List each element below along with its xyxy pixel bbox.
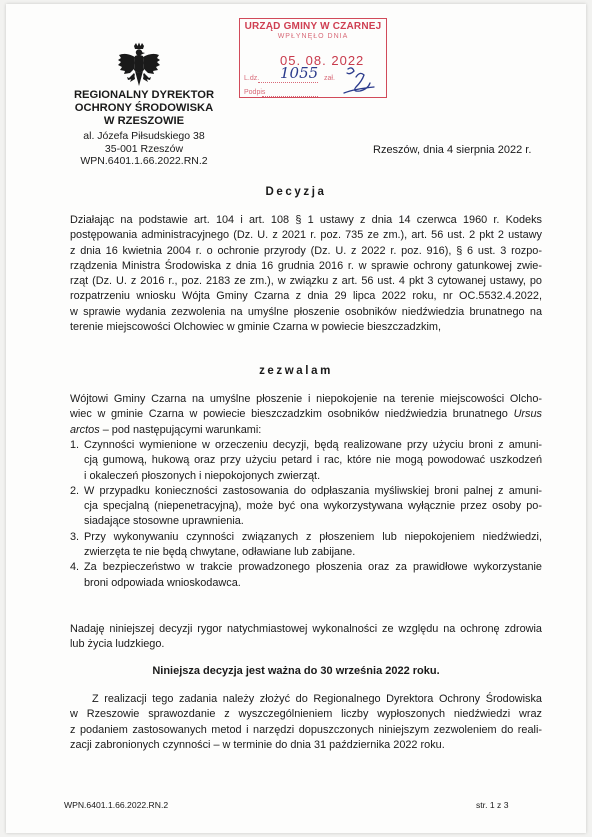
paragraph-line: Działając na podstawie art. 104 i art. 108 § 1 ustawy z dnia 14 czerwca 1960 r. Kodeks bbox=[70, 214, 542, 226]
paragraph-line: w sprawie wydania zezwolenia na umyślne płoszenie osobników niedźwiedzia brunatnego na bbox=[70, 305, 542, 318]
stamp-subtitle: WPŁYNĘŁO DNIA bbox=[277, 33, 349, 40]
stamp-signature-label: Podpis bbox=[244, 89, 266, 96]
issuer-address bbox=[64, 130, 224, 168]
conditions-list bbox=[70, 438, 542, 591]
list-line: Za bezpieczeństwo w trakcie prowadzonego płoszenia oraz za prawidłowe wykorzystanie bbox=[84, 561, 542, 574]
document-title: Decyzja bbox=[265, 186, 327, 198]
list-line: cja specjalną (niepenetracyjną), może być ona wykorzystywana wyłącznie przez osoby po- bbox=[84, 500, 542, 513]
species-name-cont: arctos bbox=[70, 423, 100, 436]
issuer-reference: WPN.6401.1.66.2022.RN.2 bbox=[80, 155, 208, 168]
paragraph-line: z podaniem zastosowanych metod i narzędzi dopuszczonych niniejszym zezwoleniem do reali- bbox=[70, 723, 542, 736]
stamp-number-label: L.dz. bbox=[244, 75, 260, 82]
list-line: Przy wykonywaniu czynności związanych z płoszeniem lub niepokojeniem niedźwiedzi, bbox=[84, 530, 542, 543]
list-item bbox=[70, 560, 542, 591]
report-paragraph bbox=[70, 692, 542, 753]
decision-heading: zezwalam bbox=[259, 365, 333, 377]
paragraph-line: zacji zabronionych czynności – w terminie do dnia 31 października 2022 roku. bbox=[70, 738, 445, 751]
list-line: W przypadku konieczności zastosowania do odpłaszania myśliwskiej broni palnej z amuni- bbox=[84, 484, 542, 497]
list-line: broni odpowiada wnioskodawca. bbox=[84, 576, 241, 589]
list-item bbox=[70, 438, 542, 484]
issuer-line-2: OCHRONY ŚRODOWISKA bbox=[74, 102, 214, 114]
handwritten-signature-icon bbox=[340, 65, 378, 97]
list-line: cją gumową, hukową oraz przy użyciu petard i rac, które nie mogą powodować uszkodzeń bbox=[84, 454, 542, 467]
list-line: siadające stosowne uprawnienia. bbox=[84, 515, 244, 528]
footer-reference: WPN.6401.1.66.2022.RN.2 bbox=[64, 800, 169, 810]
list-item bbox=[70, 530, 542, 561]
polish-eagle-emblem-icon bbox=[116, 42, 162, 90]
legal-basis-paragraph bbox=[70, 213, 542, 335]
stamp-signature-line bbox=[262, 96, 318, 97]
paragraph-line: terenie miejscowości Olchowiec w gminie Czarna w powiecie bieszczadzkim, bbox=[70, 321, 442, 334]
issuer-street: al. Józefa Piłsudskiego 38 bbox=[83, 130, 205, 142]
stamp-number: 1055 bbox=[280, 64, 319, 82]
list-line: i okaleczeń płoszonych i niepokojonych zwierząt. bbox=[84, 469, 321, 482]
list-line: zwierzęta te nie będą chwytane, odławiane lub zabijane. bbox=[84, 546, 356, 559]
paragraph-line: Nadaję niniejszej decyzji rygor natychmiastowej wykonalności ze względu na ochronę zdrowia bbox=[70, 623, 542, 635]
paragraph-line bbox=[70, 423, 542, 438]
grant-text-cont: – pod następującymi warunkami: bbox=[99, 423, 262, 436]
paragraph-line: lub życia ludzkiego. bbox=[70, 638, 165, 651]
list-item bbox=[70, 484, 542, 530]
issuer-line-3: W RZESZOWIE bbox=[103, 115, 185, 127]
paragraph-line: postępowania administracyjnego (Dz. U. z 2021 r. poz. 735 ze zm.), art. 56 ust. 2 pkt 2 ustawy bbox=[70, 229, 542, 242]
species-name: Ursus bbox=[513, 408, 543, 421]
paragraph-line: Wójtowi Gminy Czarna na umyślne płoszenie i niepokojenie na terenie miejscowości Olcho- bbox=[70, 393, 542, 405]
place-and-date: Rzeszów, dnia 4 sierpnia 2022 r. bbox=[373, 144, 532, 156]
paragraph-line: rząt (Dz. U. z 2016 r., poz. 2183 ze zm.), w związku z art. 56 ust. 4 pkt 3 cytowanej ustawy, po bbox=[70, 275, 542, 288]
stamp-title: URZĄD GMINY W CZARNEJ bbox=[244, 21, 382, 32]
paragraph-line: rozpatrzeniu wniosku Wójta Gminy Czarna z dnia 29 lipca 2022 roku, nr OC.5532.4.2022, bbox=[70, 290, 542, 303]
receipt-stamp bbox=[239, 18, 387, 98]
paragraph-line bbox=[70, 407, 542, 422]
stamp-number-line bbox=[258, 82, 318, 83]
list-number: 1. bbox=[70, 439, 80, 451]
issuer-line-1: REGIONALNY DYREKTOR bbox=[73, 89, 215, 101]
grant-paragraph bbox=[70, 392, 542, 438]
grant-text: wiec w gminie Czarna w powiecie bieszczadzkim osobników niedźwiedzia brunatnego bbox=[70, 408, 508, 421]
stamp-attachment-label: zał. bbox=[324, 75, 335, 82]
issuer-city: 35-001 Rzeszów bbox=[104, 142, 184, 155]
paragraph-line: Z realizacji tego zadania należy złożyć do Regionalnego Dyrektora Ochrony Środowiska bbox=[92, 693, 542, 705]
list-line: Czynności wymienione w orzeczeniu decyzji, będą realizowane przy użyciu broni z amuni- bbox=[84, 439, 542, 451]
issuer-name bbox=[64, 89, 224, 128]
paragraph-line: w Rzeszowie sprawozdanie z wyszczególnieniem liczby wypłoszonych niedźwiedzi wraz bbox=[70, 708, 542, 721]
list-number: 2. bbox=[70, 484, 80, 497]
list-number: 4. bbox=[70, 561, 80, 574]
document-page bbox=[6, 4, 586, 833]
list-number: 3. bbox=[70, 530, 80, 543]
paragraph-line: rządzenia Ministra Środowiska z dnia 16 grudnia 2016 r. w sprawie ochrony gatunkowej zwie- bbox=[70, 259, 542, 272]
stamp-date: 05. 08. 2022 bbox=[280, 53, 365, 68]
page-number: str. 1 z 3 bbox=[476, 800, 509, 810]
paragraph-line: z dnia 16 kwietnia 2004 r. o ochronie przyrody (Dz. U. z 2022 r. poz. 916), § 6 ust. 3 rozpo- bbox=[70, 244, 542, 257]
enforcement-paragraph bbox=[70, 622, 542, 653]
validity-statement: Niniejsza decyzja jest ważna do 30 września 2022 roku. bbox=[152, 665, 440, 677]
